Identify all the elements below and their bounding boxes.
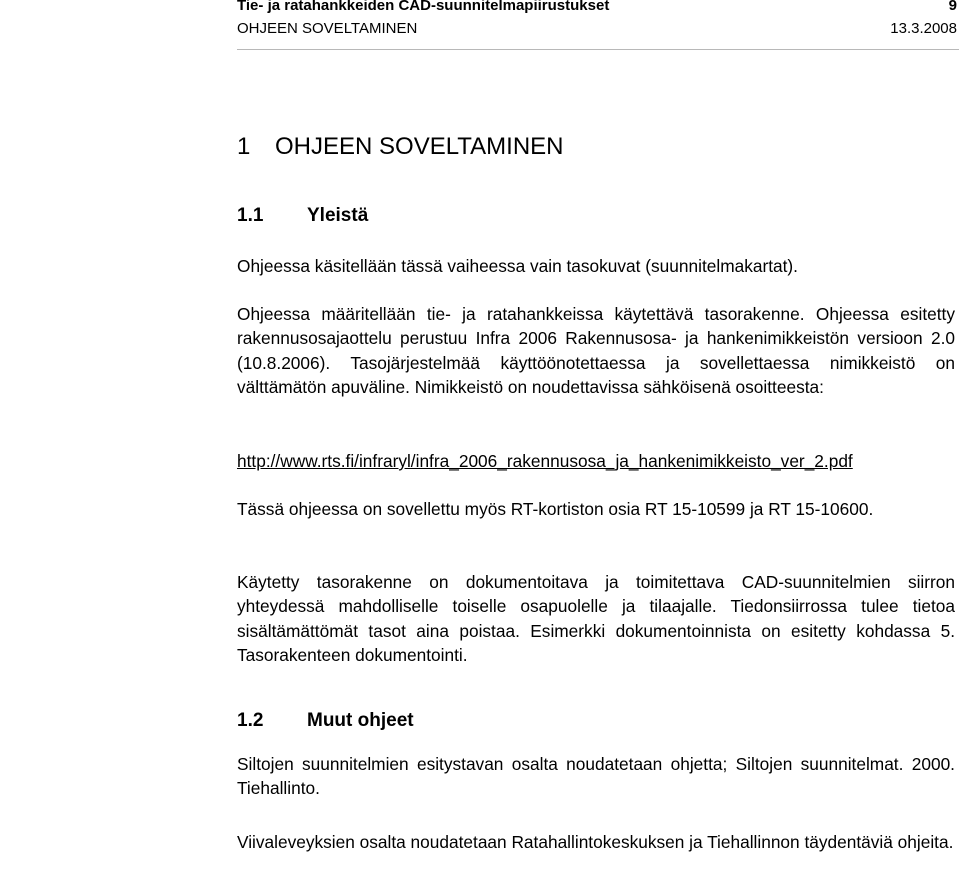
- section-title: Muut ohjeet: [307, 710, 414, 731]
- section-heading-1-1: [237, 205, 368, 227]
- page-header: [237, 0, 959, 52]
- paragraph: Käytetty tasorakenne on dokumentoitava ja toimitettava CAD-suunnitelmien siirron yhteydessä mahdolliselle toiselle osapuolelle ja tilaajalle. Tiedonsiirrossa tulee tietoa sisältämättömät tasot aina poistaa. Esimerkki dokumentoinnista on esitetty kohdassa 5. Tasorakenteen dokumentointi.: [237, 572, 955, 665]
- chapter-number: 1: [237, 133, 251, 160]
- paragraph: Ohjeessa käsitellään tässä vaiheessa vain tasokuvat (suunnitelmakartat).: [237, 256, 798, 276]
- section-heading-1-2: [237, 710, 414, 732]
- running-section-title: OHJEEN SOVELTAMINEN: [237, 20, 418, 37]
- chapter-title: OHJEEN SOVELTAMINEN: [275, 133, 564, 160]
- section-title: Yleistä: [307, 205, 369, 226]
- document-date: 13.3.2008: [890, 20, 957, 37]
- document-title: Tie- ja ratahankkeiden CAD-suunnitelmapiirustukset: [237, 0, 610, 14]
- page-number: 9: [948, 0, 957, 14]
- header-divider: [237, 49, 959, 50]
- nomenclature-link[interactable]: http://www.rts.fi/infraryl/infra_2006_rakennusosa_ja_hankenimikkeisto_ver_2.pdf: [237, 451, 853, 471]
- section-number: 1.2: [237, 710, 264, 731]
- section-number: 1.1: [237, 205, 264, 226]
- paragraph: Tässä ohjeessa on sovellettu myös RT-kortiston osia RT 15-10599 ja RT 15-10600.: [237, 499, 874, 519]
- paragraph: Viivaleveyksien osalta noudatetaan Ratahallintokeskuksen ja Tiehallinnon täydentäviä ohjeita.: [237, 832, 954, 852]
- link-paragraph: [237, 449, 955, 473]
- chapter-heading: [237, 133, 564, 161]
- paragraph: Siltojen suunnitelmien esitystavan osalta noudatetaan ohjetta; Siltojen suunnitelmat. 2000. Tiehallinto.: [237, 754, 955, 799]
- paragraph: Ohjeessa määritellään tie- ja ratahankkeissa käytettävä tasorakenne. Ohjeessa esitetty rakennusosajaottelu perustuu Infra 2006 Rakennusosa- ja hankenimikkeistön versioon 2.0 (10.8.2006). Tasojärjestelmää käyttöönotettaessa ja sovellettaessa nimikkeistö on välttämätön apuväline. Nimikkeistö on noudettavissa sähköisenä osoitteesta:: [237, 304, 955, 397]
